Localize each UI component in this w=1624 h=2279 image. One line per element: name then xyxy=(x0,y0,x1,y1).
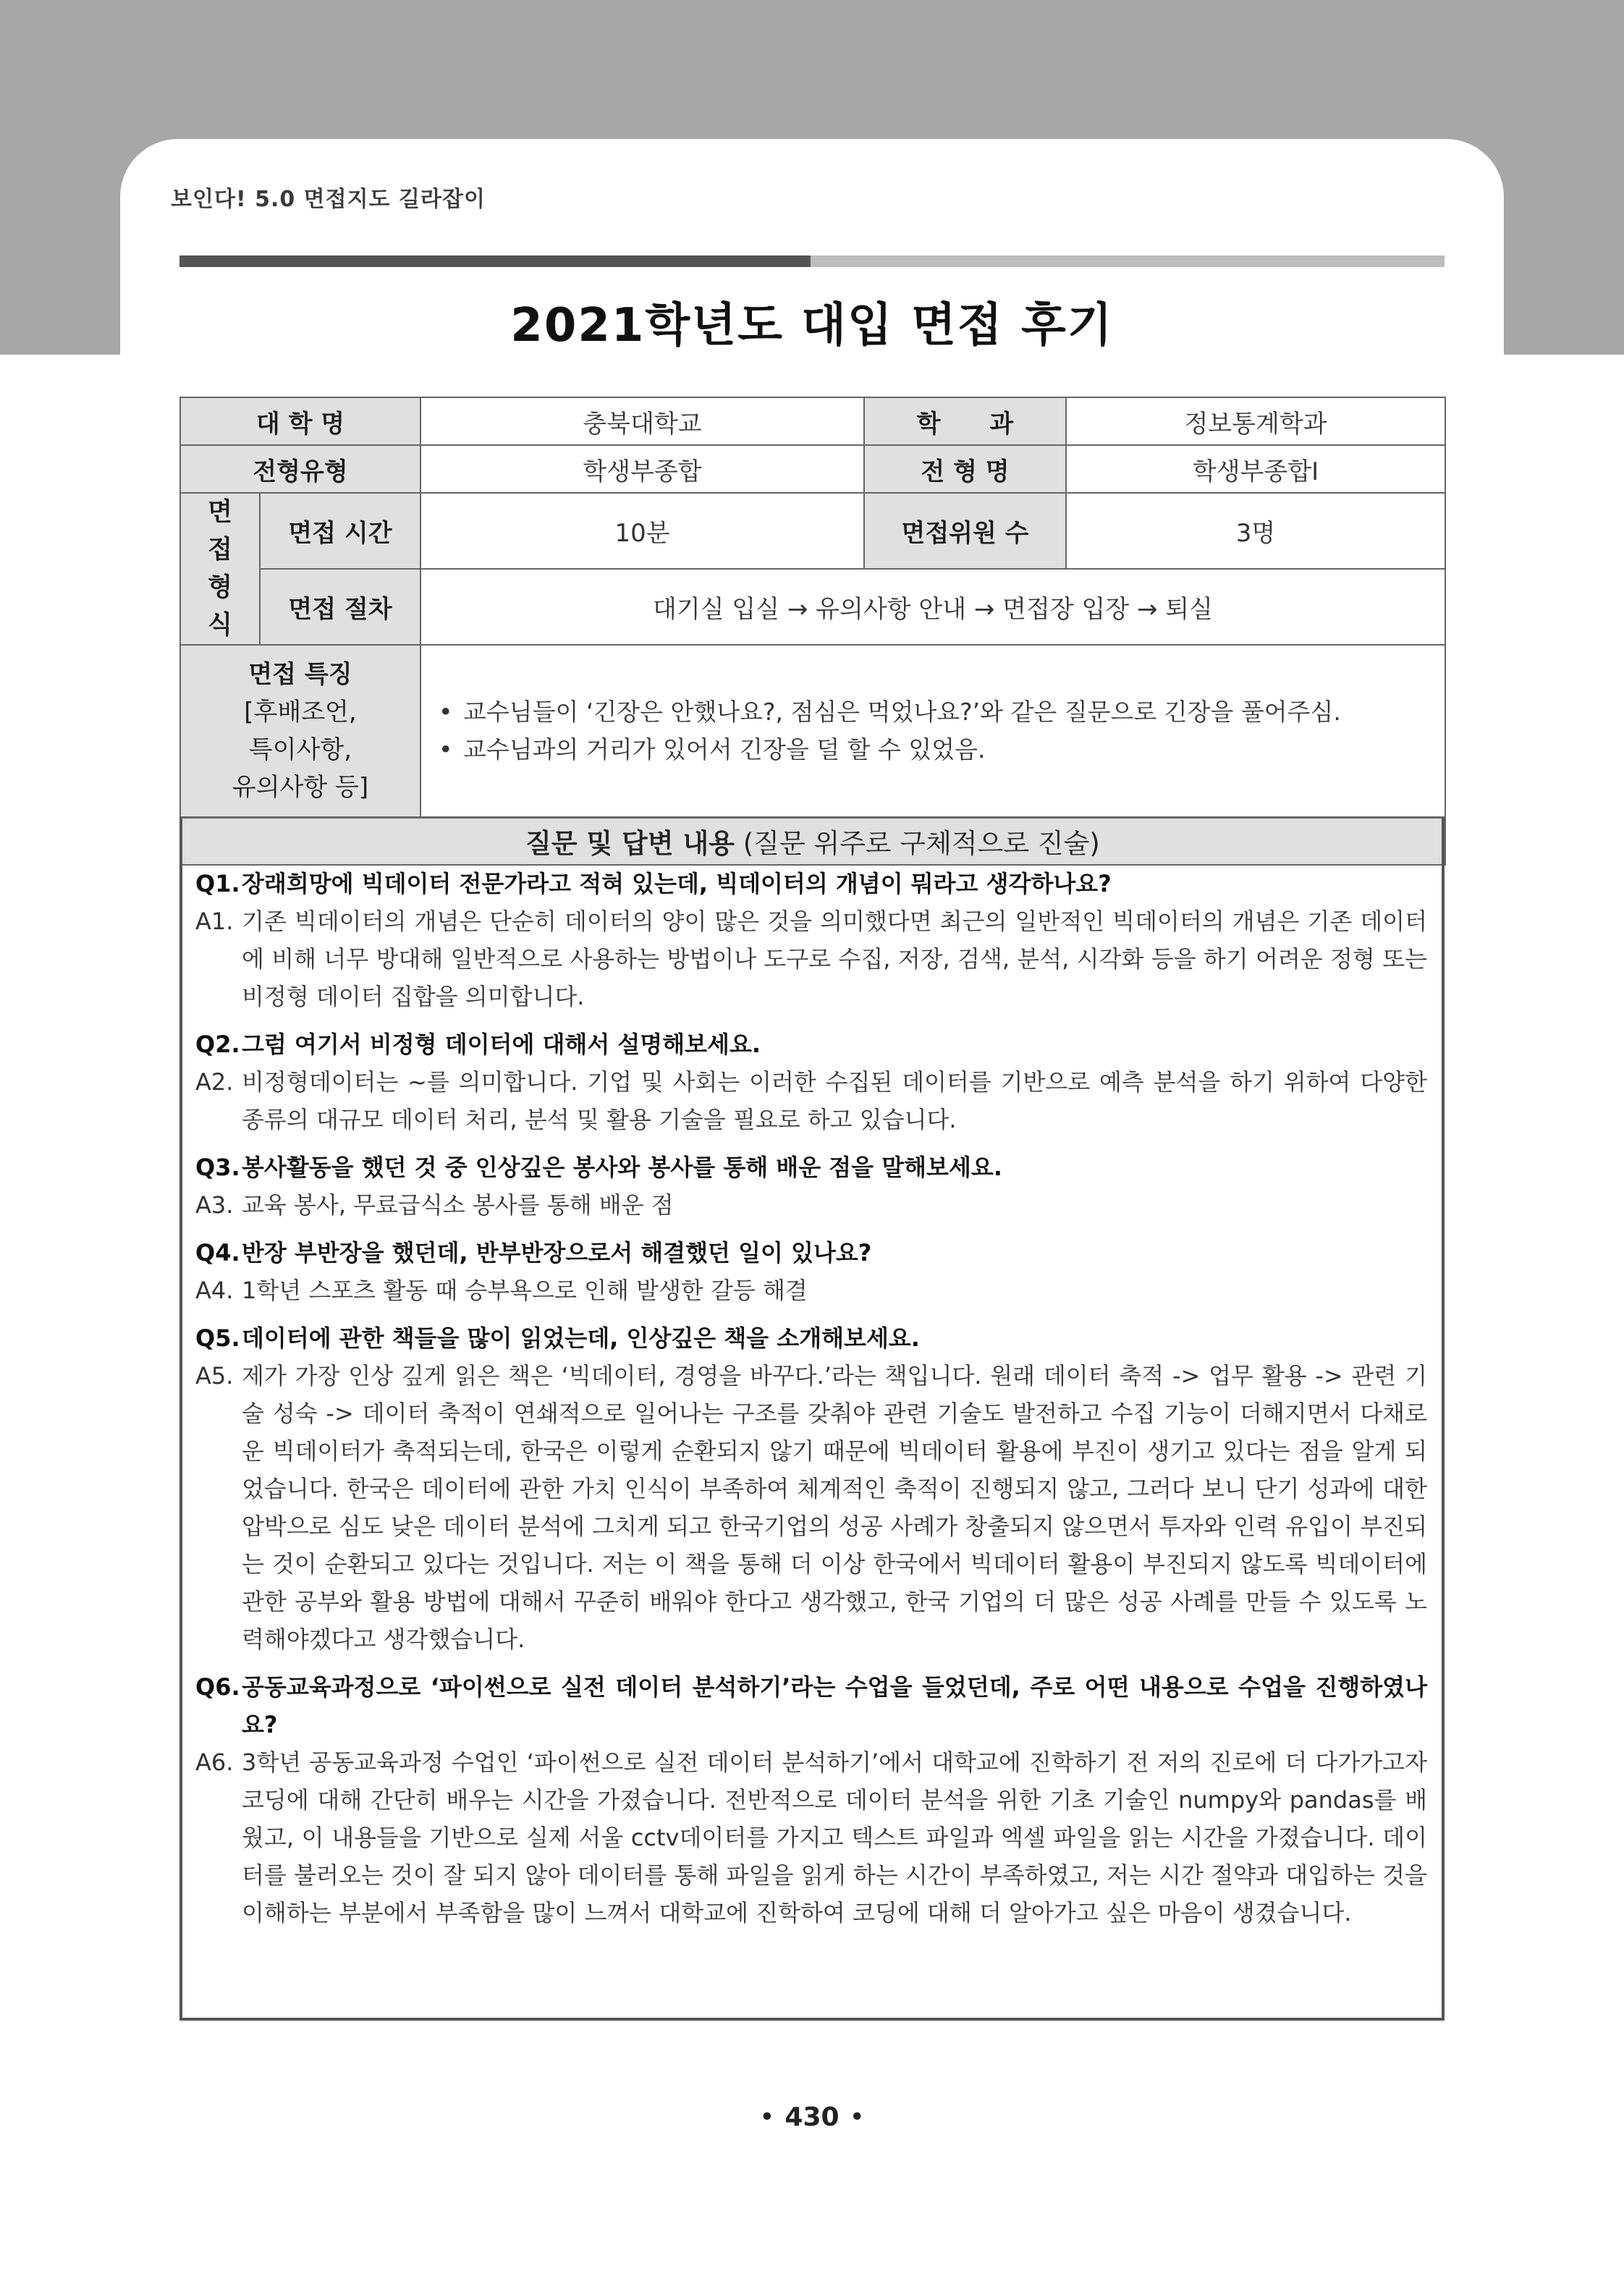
question-tag: Q3. xyxy=(195,1154,240,1181)
answer-tag: A2. xyxy=(195,1068,234,1096)
question xyxy=(195,1234,1427,1272)
features-list xyxy=(428,693,1437,769)
features-label xyxy=(180,645,420,817)
features-label-line: 면접 특징 xyxy=(248,660,352,689)
question-text: 반장 부반장을 했던데, 반부반장으로서 해결했던 일이 있나요? xyxy=(242,1239,872,1267)
qa-item xyxy=(195,865,1427,1015)
qa-box xyxy=(179,817,1445,2021)
page-title: 2021학년도 대입 면접 후기 xyxy=(510,299,1114,352)
answer-tag: A5. xyxy=(195,1362,234,1390)
answer xyxy=(195,1357,1427,1658)
features-value xyxy=(420,645,1445,817)
answer xyxy=(195,902,1427,1015)
format-label: 면접 형식 xyxy=(180,493,260,645)
page-number-dot: • xyxy=(759,2102,775,2132)
question xyxy=(195,865,1427,902)
features-label-line: [후배조언, xyxy=(244,698,357,727)
answer xyxy=(195,1272,1427,1309)
question xyxy=(195,1026,1427,1063)
running-head: 보인다! 5.0 면접지도 길라잡이 xyxy=(171,187,486,212)
question xyxy=(195,1319,1427,1357)
question-tag: Q5. xyxy=(195,1324,240,1352)
answer-text: 1학년 스포츠 활동 때 승부욕으로 인해 발생한 갈등 해결 xyxy=(242,1277,808,1304)
admission-type-value: 학생부종합 xyxy=(420,445,864,493)
features-label-line: 특이사항, xyxy=(248,735,352,764)
feature-item: • 교수님들이 ‘긴장은 안했나요?, 점심은 먹었나요?’와 같은 질문으로 긴장을 풀어주심. xyxy=(436,693,1437,731)
time-value: 10분 xyxy=(420,493,864,569)
admission-name-value: 학생부종합Ⅰ xyxy=(1066,445,1445,493)
qa-item xyxy=(195,1149,1427,1224)
question-text: 장래희망에 빅데이터 전문가라고 적혀 있는데, 빅데이터의 개념이 뭐라고 생각하나요? xyxy=(242,870,1112,897)
qa-item xyxy=(195,1234,1427,1309)
answer-tag: A3. xyxy=(195,1191,234,1219)
qa-item xyxy=(195,1668,1427,1932)
admission-type-label: 전형유형 xyxy=(180,445,420,493)
page-number xyxy=(0,2102,1624,2132)
question xyxy=(195,1149,1427,1186)
answer-tag: A1. xyxy=(195,908,234,935)
qa-header-rest: (질문 위주로 구체적으로 진술) xyxy=(735,828,1100,859)
features-label-line: 유의사항 등] xyxy=(232,773,369,802)
interviewers-label: 면접위원 수 xyxy=(864,493,1066,569)
side-stripe-right xyxy=(1504,391,1624,399)
question-tag: Q1. xyxy=(195,870,240,897)
procedure-label: 면접 절차 xyxy=(260,569,420,645)
question-tag: Q2. xyxy=(195,1031,240,1058)
qa-item xyxy=(195,1026,1427,1138)
interviewers-value: 3명 xyxy=(1066,493,1445,569)
admission-name-label: 전 형 명 xyxy=(864,445,1066,493)
answer-text: 제가 가장 인상 깊게 읽은 책은 ‘빅데이터, 경영을 바꾸다.’라는 책입니다. 원래 데이터 축적 -> 업무 활용 -> 관련 기술 성숙 -> 데이터 축적이 연쇄적으로 일어나는 구조를 갖춰야 관련 기술도 발전하고 수집 기능이 더해지면서 다채로운 빅데이터가 축적되는데, 한국은 이렇게 순환되지 않기 때문에 빅데이터 활용에 부진이 생기고 있다는 점을 알게 되었습니다. 한국은 데이터에 관한 가치 인식이 부족하여 체계적인 축적이 진행되지 않고, 그러다 보니 단기 성과에 대한 압박으로 심도 낮은 데이터 분석에 그치게 되고 한국기업의 성공 사례가 창출되지 않으면서 투자와 인력 유입이 부진되는 것이 순환되고 있다는 것입니다. 저는 이 책을 통해 더 이상 한국에서 빅데이터 활용이 부진되지 않도록 빅데이터에 관한 공부와 활용 방법에 대해서 꾸준히 배워야 한다고 생각했고, 한국 기업의 더 많은 성공 사례를 만들 수 있도록 노력해야겠다고 생각했습니다. xyxy=(242,1362,1427,1653)
side-stripe-left xyxy=(0,391,120,399)
title-rule-light xyxy=(811,255,1445,267)
answer-text: 교육 봉사, 무료급식소 봉사를 통해 배운 점 xyxy=(242,1191,674,1219)
question-text: 공동교육과정으로 ‘파이썬으로 실전 데이터 분석하기’라는 수업을 들었던데, 주로 어떤 내용으로 수업을 진행하였나요? xyxy=(242,1673,1427,1738)
qa-item xyxy=(195,1319,1427,1658)
answer-text: 기존 빅데이터의 개념은 단순히 데이터의 양이 많은 것을 의미했다면 최근의 일반적인 빅데이터의 개념은 기존 데이터에 비해 너무 방대해 일반적으로 사용하는 방법이나 도구로 수집, 저장, 검색, 분석, 시각화 등을 하기 어려운 정형 또는 비정형 데이터 집합을 의미합니다. xyxy=(242,908,1427,1010)
question xyxy=(195,1668,1427,1743)
answer xyxy=(195,1743,1427,1932)
page-number-value: 430 xyxy=(784,2102,840,2132)
answer-text: 비정형데이터는 ~를 의미합니다. 기업 및 사회는 이러한 수집된 데이터를 기반으로 예측 분석을 하기 위하여 다양한 종류의 대규모 데이터 처리, 분석 및 활용 기술을 필요로 하고 있습니다. xyxy=(242,1068,1427,1133)
question-tag: Q6. xyxy=(195,1673,240,1701)
feature-item: • 교수님과의 거리가 있어서 긴장을 덜 할 수 있었음. xyxy=(436,731,1437,769)
department-label: 학 과 xyxy=(864,397,1066,445)
question-text: 데이터에 관한 책들을 많이 읽었는데, 인상깊은 책을 소개해보세요. xyxy=(242,1324,920,1352)
department-value: 정보통계학과 xyxy=(1066,397,1445,445)
university-value: 충북대학교 xyxy=(420,397,864,445)
title-rule-dark xyxy=(179,255,811,267)
university-label: 대 학 명 xyxy=(180,397,420,445)
question-text: 봉사활동을 했던 것 중 인상깊은 봉사와 봉사를 통해 배운 점을 말해보세요. xyxy=(242,1154,1002,1181)
qa-header-bold: 질문 및 답변 내용 xyxy=(525,828,735,859)
question-text: 그럼 여기서 비정형 데이터에 대해서 설명해보세요. xyxy=(242,1031,761,1058)
answer-text: 3학년 공동교육과정 수업인 ‘파이썬으로 실전 데이터 분석하기’에서 대학교에 진학하기 전 저의 진로에 더 다가가고자 코딩에 대해 간단히 배우는 시간을 가졌습니다. 전반적으로 데이터 분석을 위한 기초 기술인 numpy와 pandas를 배웠고, 이 내용들을 기반으로 실제 서울 cctv데이터를 가지고 텍스트 파일과 엑셀 파일을 읽는 시간을 가졌습니다. 데이터를 불러오는 것이 잘 되지 않아 데이터를 통해 파일을 읽게 하는 시간이 부족하였고, 저는 시간 절약과 대입하는 것을 이해하는 부분에서 부족함을 많이 느껴서 대학교에 진학하여 코딩에 대해 더 알아가고 싶은 마음이 생겼습니다. xyxy=(242,1749,1427,1927)
answer xyxy=(195,1186,1427,1224)
time-label: 면접 시간 xyxy=(260,493,420,569)
answer-tag: A4. xyxy=(195,1277,234,1304)
page-number-dot: • xyxy=(849,2102,865,2132)
answer xyxy=(195,1063,1427,1138)
procedure-value: 대기실 입실 → 유의사항 안내 → 면접장 입장 → 퇴실 xyxy=(420,569,1445,645)
info-table xyxy=(179,397,1446,866)
answer-tag: A6. xyxy=(195,1749,234,1776)
question-tag: Q4. xyxy=(195,1239,240,1267)
